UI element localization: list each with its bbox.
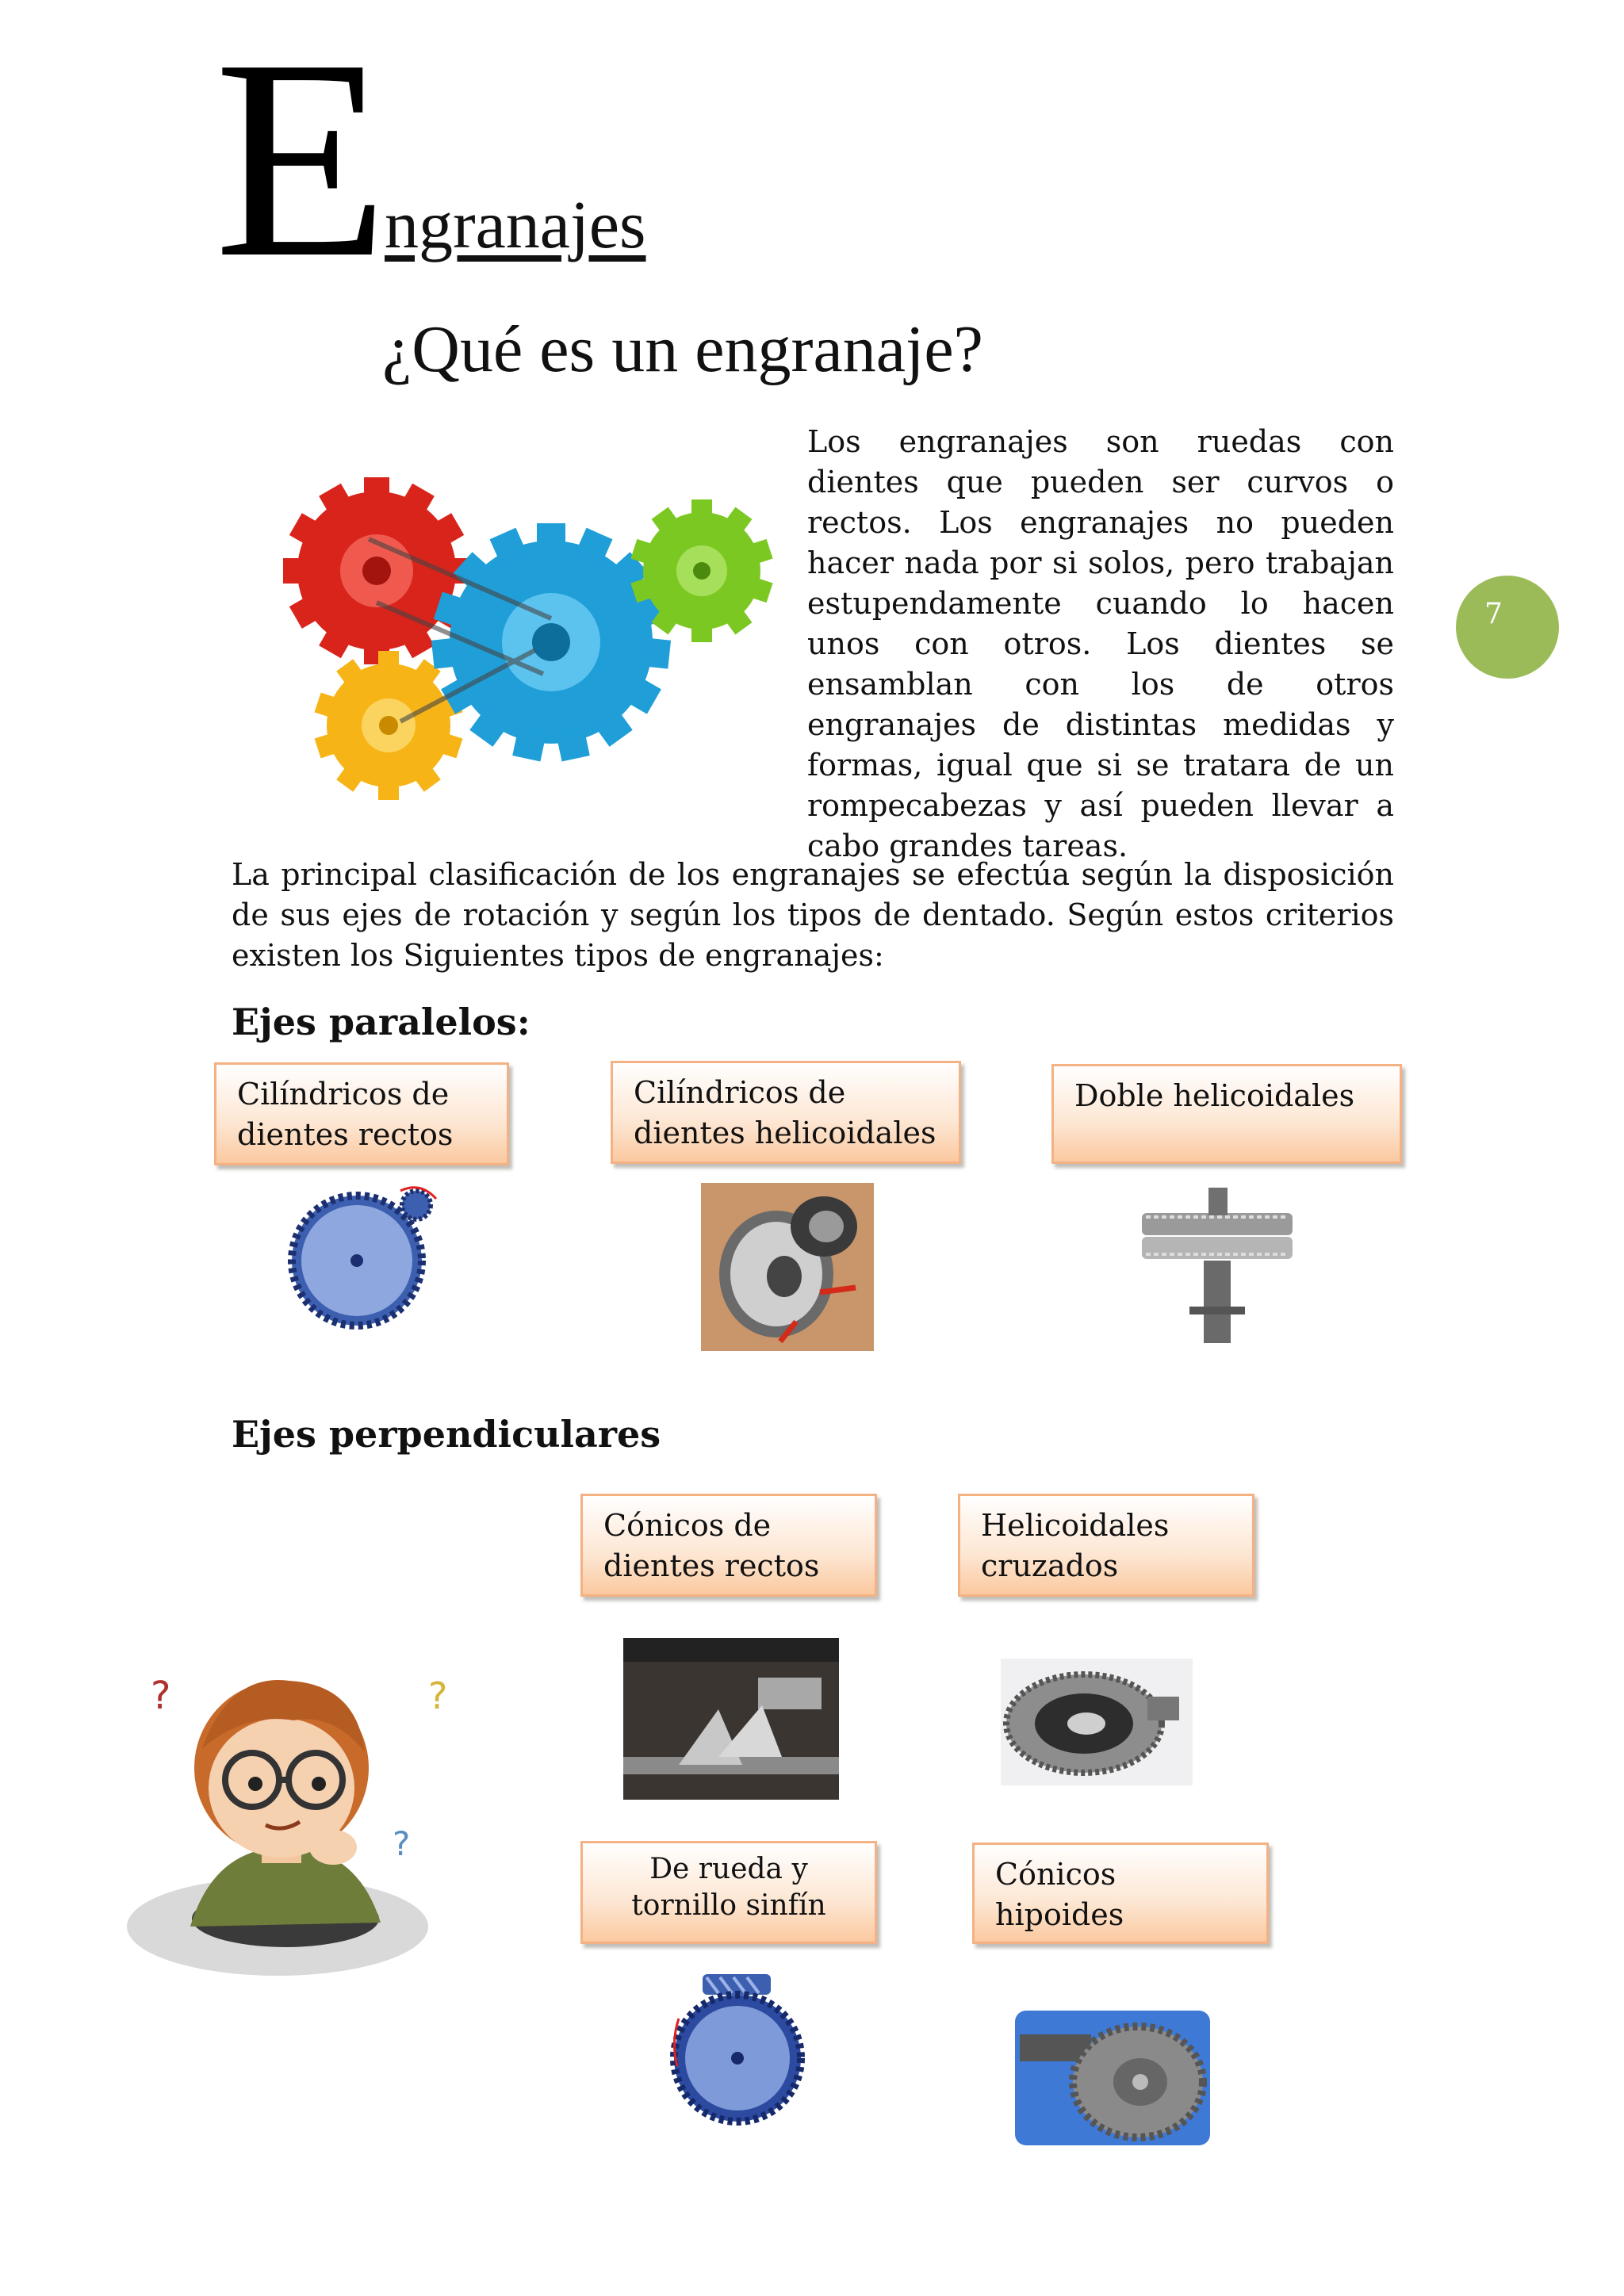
box-worm-gear (580, 1841, 877, 1944)
double-helical-gear-photo (1134, 1181, 1300, 1348)
heading-perpendicular-axes: Ejes perpendiculares (232, 1413, 661, 1456)
box-crossed-helical (958, 1494, 1254, 1597)
box-double-helical (1051, 1064, 1402, 1164)
worm-gear-image (663, 1971, 810, 2126)
box-label: Helicoidales cruzados (981, 1508, 1170, 1583)
helical-gears-photo (701, 1183, 874, 1351)
box-cylindrical-straight (214, 1062, 509, 1165)
box-label: Doble helicoidales (1074, 1078, 1355, 1113)
title-initial: E (214, 0, 389, 316)
page-number-badge (1456, 576, 1559, 679)
box-hypoid-gear (972, 1843, 1269, 1944)
thinking-boy-illustration (119, 1617, 452, 1990)
box-conical-straight (580, 1494, 877, 1597)
box-label: Cónicos de dientes rectos (603, 1508, 820, 1583)
heading-parallel-axes: Ejes paralelos: (232, 1001, 530, 1043)
page-title: ngranajes (385, 186, 646, 262)
svg-text:?: ? (428, 1674, 448, 1717)
spur-gear-image (282, 1181, 448, 1332)
classification-paragraph: La principal clasificación de los engranajes se efectúa según la disposición de sus ejes de rotación y según los tipos de dentado. Según estos criterios existen los Siguientes tipos de engranajes: (232, 857, 1394, 973)
box-cylindrical-helical (611, 1061, 961, 1164)
box-label: Cilíndricos de dientes rectos (237, 1077, 454, 1152)
colored-gears-illustration (282, 444, 773, 832)
intro-paragraph: Los engranajes son ruedas con dientes que pueden ser curvos o rectos. Los engranajes no pueden hacer nada por si solos, pero trabajan estupendamente cuando lo hacen unos con otros. Los dientes se ensamblan con los de otros engranajes de distintas medidas y formas, igual que si se tratara de un rompecabezas y así pueden llevar a cabo grandes tareas. (807, 424, 1394, 863)
section-subtitle: ¿Qué es un engranaje? (382, 312, 983, 386)
svg-text:?: ? (151, 1674, 171, 1718)
box-label: Cilíndricos de dientes helicoidales (634, 1075, 936, 1150)
svg-text:?: ? (393, 1824, 411, 1863)
bevel-gears-photo (623, 1638, 839, 1800)
hypoid-gear-photo (1015, 2011, 1210, 2145)
box-label: De rueda y tornillo sinfín (631, 1853, 826, 1922)
box-label: Cónicos hipoides (995, 1857, 1124, 1932)
crossed-helical-gear-photo (1001, 1659, 1193, 1785)
page-number: 7 (1484, 598, 1503, 630)
